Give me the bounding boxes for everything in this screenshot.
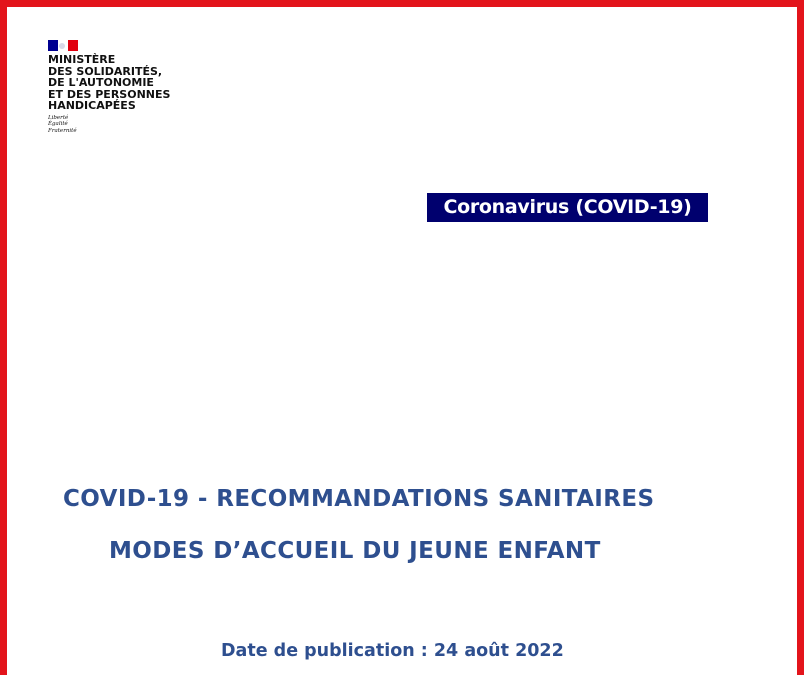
marianne-flag-icon bbox=[48, 40, 78, 51]
ministry-name bbox=[48, 54, 170, 112]
coronavirus-banner: Coronavirus (COVID-19) bbox=[427, 193, 708, 222]
ministry-line: DES SOLIDARITÉS, bbox=[48, 64, 163, 78]
republic-motto bbox=[48, 115, 170, 135]
ministry-line: HANDICAPÉES bbox=[48, 99, 136, 112]
document-title-line-1: COVID-19 - RECOMMANDATIONS SANITAIRES bbox=[63, 486, 655, 512]
motto-line: Liberté bbox=[48, 114, 69, 121]
ministry-line: ET DES PERSONNES bbox=[48, 87, 171, 101]
ministry-line: MINISTÈRE bbox=[48, 53, 116, 66]
ministry-line: DE L'AUTONOMIE bbox=[48, 76, 154, 89]
document-title-line-2: MODES D’ACCUEIL DU JEUNE ENFANT bbox=[109, 538, 601, 564]
publication-date: Date de publication : 24 août 2022 bbox=[221, 641, 564, 661]
ministry-logo bbox=[48, 40, 170, 134]
motto-line: Fraternité bbox=[48, 127, 77, 134]
motto-line: Égalité bbox=[48, 121, 68, 127]
